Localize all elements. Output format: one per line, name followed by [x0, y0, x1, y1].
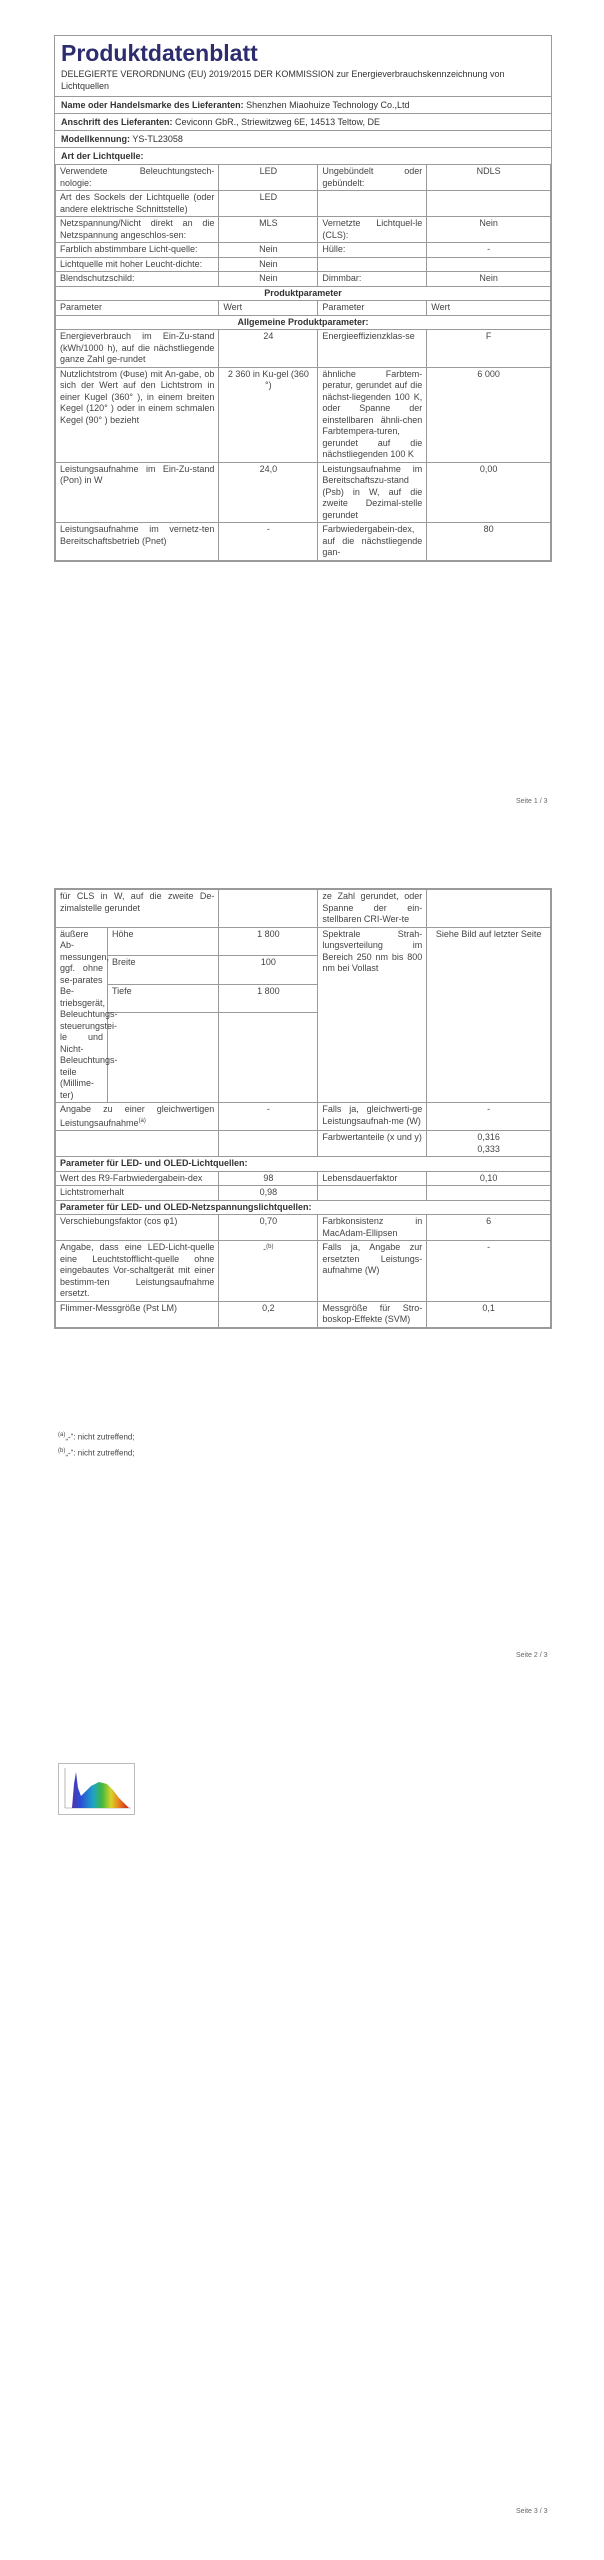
table-section-header — [56, 286, 551, 301]
table-cell: Parameter — [318, 301, 427, 316]
table-cell: 2 360 in Ku-gel (360 °) — [219, 367, 318, 462]
table-row — [56, 257, 551, 272]
regulation-subtitle: DELEGIERTE VERORDNUNG (EU) 2019/2015 DER KOMMISSION zur Energieverbrauchskennzeichnung von Lichtquellen — [61, 69, 505, 91]
table-cell: Leistungsaufnahme im Ein-Zu-stand (Pon) in W — [56, 462, 219, 523]
table-cell: Netzspannung/Nicht direkt an die Netzspannung angeschlos-sen: — [56, 217, 219, 243]
table-cell: 1 800 — [219, 984, 318, 1013]
table-cell: Art des Sockels der Lichtquelle (oder andere elektrische Schnittstelle) — [56, 191, 219, 217]
table-section-header — [56, 1200, 551, 1215]
table-cell: Messgröße für Stro-boskop-Effekte (SVM) — [318, 1301, 427, 1327]
table-cell: Lichtquelle mit hoher Leucht-dichte: — [56, 257, 219, 272]
table-cell: Energieeffizienzklas-se — [318, 330, 427, 368]
table-cell: NDLS — [427, 165, 551, 191]
table-cell: 100 — [219, 956, 318, 985]
table-row — [56, 272, 551, 287]
table-row — [56, 523, 551, 561]
table-section-header — [56, 315, 551, 330]
table-cell — [318, 1186, 427, 1201]
table-cell: - — [219, 523, 318, 561]
table-cell — [318, 191, 427, 217]
table-cell: Leistungsaufnahme im vernetz-ten Bereitschaftsbetrieb (Pnet) — [56, 523, 219, 561]
table-cell: Falls ja, Angabe zur ersetzten Leistungs-aufnahme (W) — [318, 1241, 427, 1302]
table-cell: F — [427, 330, 551, 368]
table-cell: Nein — [219, 257, 318, 272]
table-cell: - — [219, 1103, 318, 1131]
table-cell: - — [427, 243, 551, 258]
table-row — [56, 367, 551, 462]
table-cell: - — [427, 1241, 551, 1302]
table-cell: Farblich abstimmbare Licht-quelle: — [56, 243, 219, 258]
table-cell: Parameter für LED- und OLED-Netzspannungslichtquellen: — [56, 1200, 551, 1215]
table-cell — [427, 890, 551, 928]
table-cell: Lebensdauerfaktor — [318, 1171, 427, 1186]
address-row: Anschrift des Lieferanten: Ceviconn GbR., Striewitzweg 6E, 14513 Teltow, DE — [55, 113, 551, 130]
table-cell: Nein — [219, 243, 318, 258]
footnote-b: $^{(b)}$„-“: nicht zutreffend; — [58, 1448, 135, 1458]
table-row — [56, 1131, 551, 1157]
table-cell: Lichtstromerhalt — [56, 1186, 219, 1201]
table-row — [56, 1103, 551, 1131]
table-cell: 6 — [427, 1215, 551, 1241]
table-row — [56, 927, 551, 956]
footnote-a: $^{(a)}$„-“: nicht zutreffend; — [58, 1432, 135, 1442]
table-cell: Farbkonsistenz in MacAdam-Ellipsen — [318, 1215, 427, 1241]
table-cell: Höhe — [107, 927, 218, 956]
table-cell: ähnliche Farbtem-peratur, gerundet auf die nächst-liegenden 100 K, oder Spanne der einstellbaren ähnli-chen Farbtempera-turen, gerundet auf die nächstliegenden 100 K — [318, 367, 427, 462]
table-cell: Verschiebungsfaktor (cos φ1) — [56, 1215, 219, 1241]
table-cell: Leistungsaufnahme im Bereitschaftszu-stand (Psb) in W, auf die zweite Dezimal-stelle gerundet — [318, 462, 427, 523]
table-cell: Flimmer-Messgröße (Pst LM) — [56, 1301, 219, 1327]
table-cell: Nein — [427, 272, 551, 287]
table-cell: Farbwiedergabein-dex, auf die nächstliegende gan- — [318, 523, 427, 561]
table-cell: 1 800 — [219, 927, 318, 956]
datasheet-page-1 — [54, 35, 552, 562]
table-cell: 0,10 — [427, 1171, 551, 1186]
table-cell: Wert — [427, 301, 551, 316]
table-section-header — [56, 1157, 551, 1172]
table-cell: Nein — [219, 272, 318, 287]
table-cell: Angabe, dass eine LED-Licht-quelle eine Leuchtstofflicht-quelle ohne eingebautes Vor-schaltgerät mit einer bestimm-ten Leistungsaufnahme ersetzt. — [56, 1241, 219, 1302]
table-cell: MLS — [219, 217, 318, 243]
table-cell: Spektrale Strah-lungsverteilung im Bereich 250 nm bis 800 nm bei Vollast — [318, 927, 427, 1103]
table-cell: Breite — [107, 956, 218, 985]
page-number: Seite 1 / 3 — [516, 798, 548, 805]
table-cell — [107, 1013, 218, 1103]
table-cell: Dimmbar: — [318, 272, 427, 287]
table-cell: ze Zahl gerundet, oder Spanne der ein-stellbaren CRI-Wer-te — [318, 890, 427, 928]
table-cell: Nein — [427, 217, 551, 243]
table-cell: Verwendete Beleuchtungstech-nologie: — [56, 165, 219, 191]
table-cell: 24,0 — [219, 462, 318, 523]
table-cell: Allgemeine Produktparameter: — [56, 315, 551, 330]
table-cell: Siehe Bild auf letzter Seite — [427, 927, 551, 1103]
table-cell — [219, 1013, 318, 1103]
table-cell: 0,98 — [219, 1186, 318, 1201]
table-cell: 0,2 — [219, 1301, 318, 1327]
table-cell: Angabe zu einer gleichwertigen Leistungsaufnahme$^{(a)}$ — [56, 1103, 219, 1131]
table-cell — [318, 257, 427, 272]
table-row — [56, 191, 551, 217]
table-cell: Energieverbrauch im Ein-Zu-stand (kWh/1000 h), auf die nächstliegende ganze Zahl ge-rundet — [56, 330, 219, 368]
page-number: Seite 3 / 3 — [516, 2508, 548, 2515]
table-row — [56, 462, 551, 523]
table-cell: 6 000 — [427, 367, 551, 462]
table-cell: Blendschutzschild: — [56, 272, 219, 287]
table-row — [56, 890, 551, 928]
table-cell: LED — [219, 191, 318, 217]
table-row — [56, 217, 551, 243]
model-row: Modellkennung: YS-TL23058 — [55, 130, 551, 147]
parameters-table-1 — [55, 164, 551, 561]
supplier-row: Name oder Handelsmarke des Lieferanten: Shenzhen Miaohuize Technology Co.,Ltd — [55, 96, 551, 113]
table-row — [56, 165, 551, 191]
table-cell: Produktparameter — [56, 286, 551, 301]
spectral-distribution-image — [58, 1763, 135, 1815]
table-cell: Falls ja, gleichwerti-ge Leistungsaufnah-me (W) — [318, 1103, 427, 1131]
table-cell: - — [427, 1103, 551, 1131]
table-cell: Farbwertanteile (x und y) — [318, 1131, 427, 1157]
table-cell — [427, 257, 551, 272]
table-cell: Nutzlichtstrom (Φuse) mit An-gabe, ob sich der Wert auf den Lichtstrom in einer Kugel (360° ), in einem breiten Kegel (120° ) oder in einem schmalen Kegel (90° ) bezieht — [56, 367, 219, 462]
table-cell: 0,00 — [427, 462, 551, 523]
table-cell: äußere Ab-messungen, ggf. ohne se-parates Be-triebsgerät, Beleuchtungs-steuerungstei-le und Nicht-Beleuchtungs-teile (Millime-ter) — [56, 927, 108, 1103]
table-cell: Ungebündelt oder gebündelt: — [318, 165, 427, 191]
spectrum-graphic — [59, 1764, 134, 1814]
table-cell — [427, 1186, 551, 1201]
table-header-row — [56, 301, 551, 316]
table-cell: 0,316 0,333 — [427, 1131, 551, 1157]
table-cell: Vernetzte Lichtquel-le (CLS): — [318, 217, 427, 243]
table-cell — [219, 1131, 318, 1157]
table-cell — [219, 890, 318, 928]
table-cell — [427, 191, 551, 217]
table-row — [56, 243, 551, 258]
table-cell: 0,1 — [427, 1301, 551, 1327]
table-row — [56, 1171, 551, 1186]
table-row — [56, 1301, 551, 1327]
table-cell: 24 — [219, 330, 318, 368]
table-cell: -$^{(b)}$ — [219, 1241, 318, 1302]
page-number: Seite 2 / 3 — [516, 1652, 548, 1659]
table-row — [56, 1215, 551, 1241]
table-cell: Wert — [219, 301, 318, 316]
table-cell: Parameter für LED- und OLED-Lichtquellen: — [56, 1157, 551, 1172]
table-cell: 0,70 — [219, 1215, 318, 1241]
table-cell: LED — [219, 165, 318, 191]
table-cell: 98 — [219, 1171, 318, 1186]
table-cell: Parameter — [56, 301, 219, 316]
table-cell: 80 — [427, 523, 551, 561]
table-row — [56, 1186, 551, 1201]
table-row — [56, 330, 551, 368]
table-row — [56, 1241, 551, 1302]
datasheet-page-2 — [54, 888, 552, 1329]
table-cell: für CLS in W, auf die zweite De-zimalstelle gerundet — [56, 890, 219, 928]
table-cell: Tiefe — [107, 984, 218, 1013]
table-cell — [56, 1131, 219, 1157]
parameters-table-2 — [55, 889, 551, 1328]
light-type-heading: Art der Lichtquelle: — [55, 147, 551, 164]
table-cell: Hülle: — [318, 243, 427, 258]
table-cell: Wert des R9-Farbwiedergabein-dex — [56, 1171, 219, 1186]
page-title: Produktdatenblatt — [61, 40, 258, 66]
